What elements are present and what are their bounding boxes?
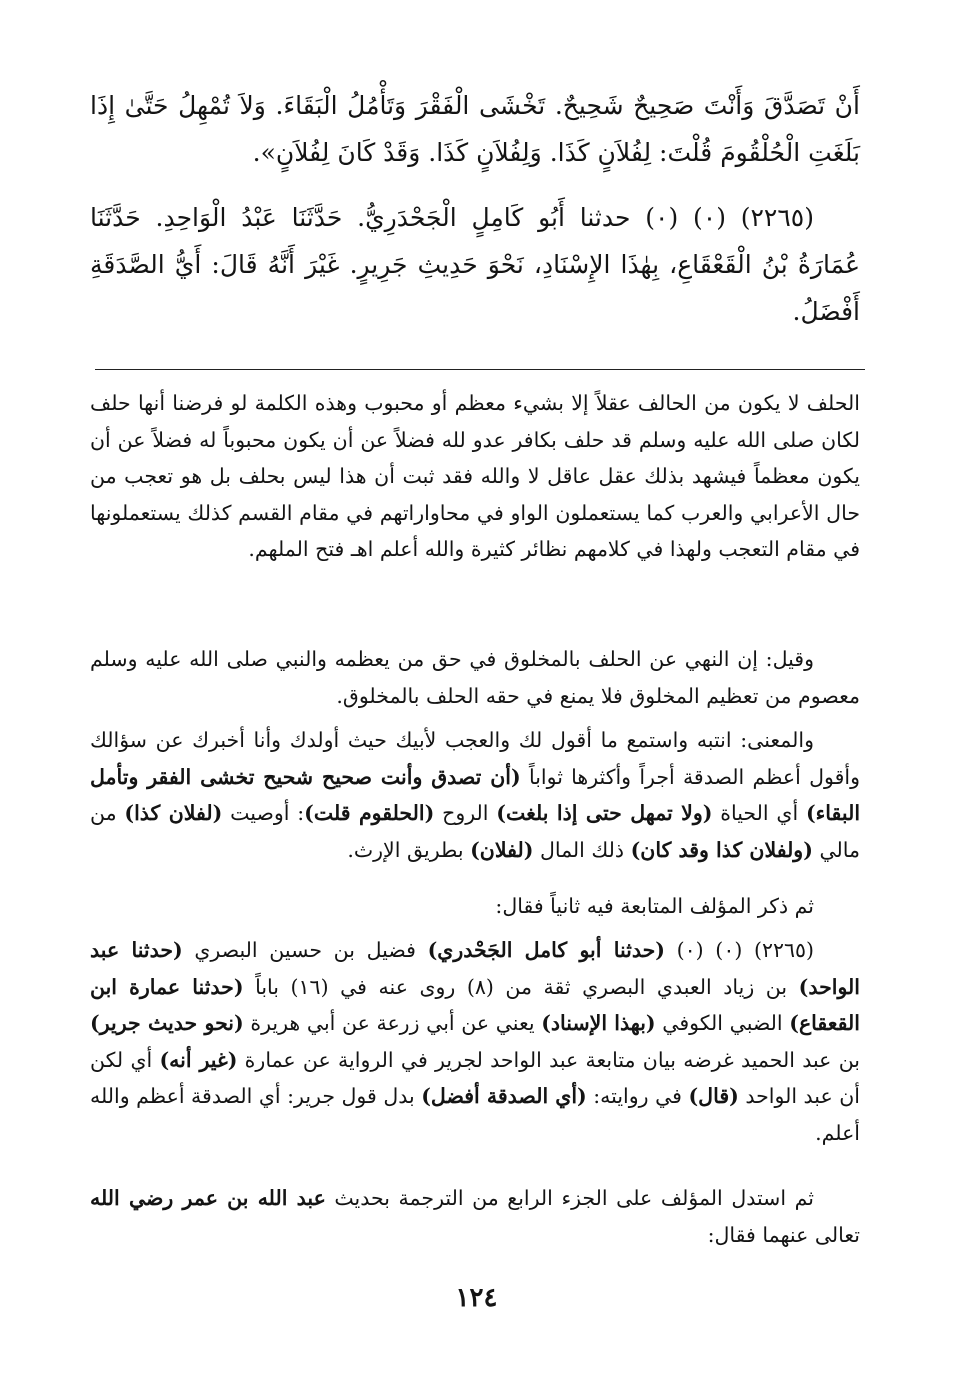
hadith-2265-text: (٢٢٦٥) (٠) (٠) حدثنا أَبُو كَامِلٍ الْجَحْدَرِيُّ. حَدَّثَنَا عَبْدُ الْوَاحِدِ. حَدَّثَنَا عُمَارَةُ بْنُ الْقَعْقَاعِ، بِهٰذَا الإِسْنَادِ، نَحْوَ حَدِيثِ جَرِيرٍ. غَيْرَ أَنَّهُ قَالَ: أَيُّ الصَّدَقَةِ أَفْضَلُ. — [90, 203, 860, 326]
commentary-paragraph-4: ثم ذكر المؤلف المتابعة فيه ثانياً فقال: — [495, 894, 814, 918]
commentary-paragraph-5: (٢٢٦٥) (٠) (٠) (حدثنا أبو كامل الجَحْدري) فضيل بن حسين البصري (حدثنا عبد الواحد) بن زياد العبدي البصري ثقة من (٨) روى عنه في (١٦) باباً (حدثنا عمارة ابن القعقاع) الضبي الكوفي (بهذا الإسناد) يعني عن أبي زرعة عن أبي هريرة (نحو حديث جرير) بن عبد الحميد غرضه بيان متابعة عبد الواحد لجرير في الرواية عن عمارة (غير أنه) أي لكن أن عبد الواحد (قال) في روايته: (أي الصدقة أفضل) بدل قول جرير: أي الصدقة أعظم والله أعلم. — [90, 938, 860, 1145]
hadith-text-end: أَنْ تَصَدَّقَ وَأَنْتَ صَحِيحٌ شَحِيحٌ. تَخْشَى الْفَقْرَ وَتَأْمُلُ الْبَقَاءَ. وَلاَ تُمْهِلُ حَتَّىٰ إِذَا بَلَغَتِ الْحُلْقُومَ قُلْتَ: لِفُلاَنٍ كَذَا. وَلِفُلاَنٍ كَذَا. وَقَدْ كَانَ لِفُلاَنٍ». — [90, 91, 860, 167]
page-number: ١٢٤ — [455, 1283, 498, 1313]
footnote-separator — [95, 369, 865, 370]
commentary-paragraph-6: ثم استدل المؤلف على الجزء الرابع من الترجمة بحديث عبد الله بن عمر رضي الله تعالى عنهما فقال: — [90, 1186, 860, 1247]
commentary-paragraph-3: والمعنى: انتبه واستمع ما أقول لك والعجب لأبيك حيث أولدك وأنا أخبرك عن سؤالك وأقول أعظم الصدقة أجراً وأكثرها ثواباً (أن تصدق وأنت صحيح شحيح تخشى الفقر وتأمل البقاء) أي الحياة (ولا تمهل حتى إذا بلغت) الروح (الحلقوم قلت): أوصيت (لفلان كذا) من مالي (ولفلان كذا وقد كان) ذلك المال (لفلان) بطريق الإرث. — [90, 728, 861, 862]
commentary-paragraph-2: وقيل: إن النهي عن الحلف بالمخلوق في حق من يعظمه والنبي صلى الله عليه وسلم معصوم من تعظيم المخلوق فلا يمنع في حقه الحلف بالمخلوق. — [90, 647, 860, 708]
commentary-paragraph-1: الحلف لا يكون من الحالف عقلاً إلا بشيء معظم أو محبوب وهذه الكلمة لو فرضنا أنها حلف لكان صلى الله عليه وسلم قد حلف بكافر عدو لله فضلاً عن أن يكون محبوباً له فضلاً عن أن يكون معظماً فيشهد بذلك عقل عاقل لا والله فقد ثبت أن هذا ليس بحلف بل هو تعجب من حال الأعرابي والعرب كما يستعملون الواو في محاواراتهم في مقام القسم كذلك يستعملونها في مقام التعجب ولهذا في كلامهم نظائر كثيرة والله أعلم اهـ فتح الملهم. — [90, 391, 860, 561]
